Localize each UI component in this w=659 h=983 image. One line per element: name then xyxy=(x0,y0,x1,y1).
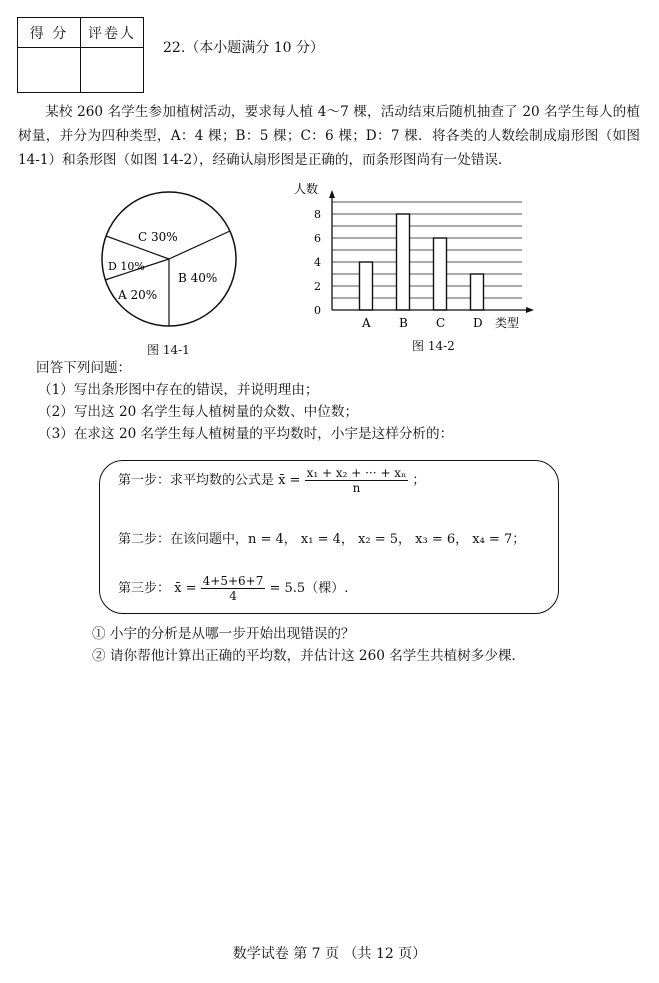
step-3-end: = 5.5（棵）. xyxy=(269,581,349,596)
x-tick-label: C xyxy=(436,316,446,330)
y-tick-label: 6 xyxy=(314,232,321,245)
question-2: （2）写出这 20 名学生每人植树量的众数、中位数； xyxy=(38,404,359,420)
problem-paragraph: 某校 260 名学生参加植树活动，要求每人植 4～7 棵，活动结束后随机抽查了 20 名学生每人的植树量，并分为四种类型，A：4 棵；B：5 棵；C：6 棵；D：7 棵．将各类的人数绘制成扇形图（如图 14-1）和条形图（如图 14-2），经确认扇形图是正确的，而条形图尚有一处错误． xyxy=(18,104,640,168)
x-axis-arrow xyxy=(526,307,534,313)
x-tick-label: D xyxy=(473,316,483,330)
step-1-end: ； xyxy=(412,473,426,488)
y-axis-label: 人数 xyxy=(294,182,319,196)
pie-label-d: D 10% xyxy=(108,260,145,273)
y-tick-label: 4 xyxy=(314,256,321,269)
prompt: 回答下列问题： xyxy=(36,360,132,376)
step-1-numerator: x₁ + x₂ + ··· + xₙ xyxy=(306,466,407,480)
bar-axes xyxy=(314,190,534,330)
subquestion-2: ② 请你帮他计算出正确的平均数，并估计这 260 名学生共植树多少棵． xyxy=(92,648,526,664)
y-tick-label: 0 xyxy=(314,304,321,317)
step-1-label: 第一步：求平均数的公式是 xyxy=(118,473,275,488)
bar-c xyxy=(434,238,447,310)
question-title: 22.（本小题满分 10 分） xyxy=(163,40,324,56)
step-1 xyxy=(118,466,425,495)
step-3-numerator: 4+5+6+7 xyxy=(202,574,264,588)
bar-d xyxy=(471,274,484,310)
bar-caption: 图 14-2 xyxy=(412,339,455,353)
x-axis-label: 类型 xyxy=(495,316,520,330)
question-1: （1）写出条形图中存在的错误，并说明理由； xyxy=(38,382,319,398)
x-tick-label: B xyxy=(399,316,408,330)
pie-divider-bc xyxy=(169,231,230,259)
step-3-denominator: 4 xyxy=(229,589,237,603)
step-1-lhs: x̄ = xyxy=(278,473,301,488)
y-tick-label: 8 xyxy=(314,208,321,221)
step-3 xyxy=(118,574,348,603)
score-table xyxy=(17,17,144,93)
grader-cell xyxy=(81,48,144,93)
step-1-fraction xyxy=(305,466,409,495)
pie-label-c: C 30% xyxy=(138,230,178,244)
step-1-denominator: n xyxy=(352,481,361,495)
pie-label-b: B 40% xyxy=(178,271,218,285)
y-tick-label: 2 xyxy=(314,280,321,293)
bar-a xyxy=(360,262,373,310)
subquestion-1: ① 小宇的分析是从哪一步开始出现错误的？ xyxy=(92,626,355,642)
step-3-lhs: x̄ = xyxy=(174,581,197,596)
step-3-fraction xyxy=(201,574,266,603)
x-tick-label: A xyxy=(362,316,371,330)
score-cell xyxy=(18,48,81,93)
question-3: （3）在求这 20 名学生每人植树量的平均数时，小宇是这样分析的： xyxy=(38,426,454,442)
step-2: 第二步：在该问题中，n = 4， x₁ = 4， x₂ = 5， x₃ = 6， x₄ = 7； xyxy=(118,532,526,547)
pie-label-a: A 20% xyxy=(118,288,158,302)
step-3-label: 第三步： xyxy=(118,581,171,596)
score-header: 得 分 xyxy=(18,18,81,48)
pie-caption: 图 14-1 xyxy=(147,343,190,357)
page-footer: 数学试卷 第 7 页 （共 12 页） xyxy=(232,946,427,962)
pie-chart xyxy=(100,184,240,344)
bar-chart xyxy=(290,180,540,340)
bar-b xyxy=(397,214,410,310)
y-axis-arrow xyxy=(329,190,335,198)
grader-header: 评卷人 xyxy=(81,18,144,48)
